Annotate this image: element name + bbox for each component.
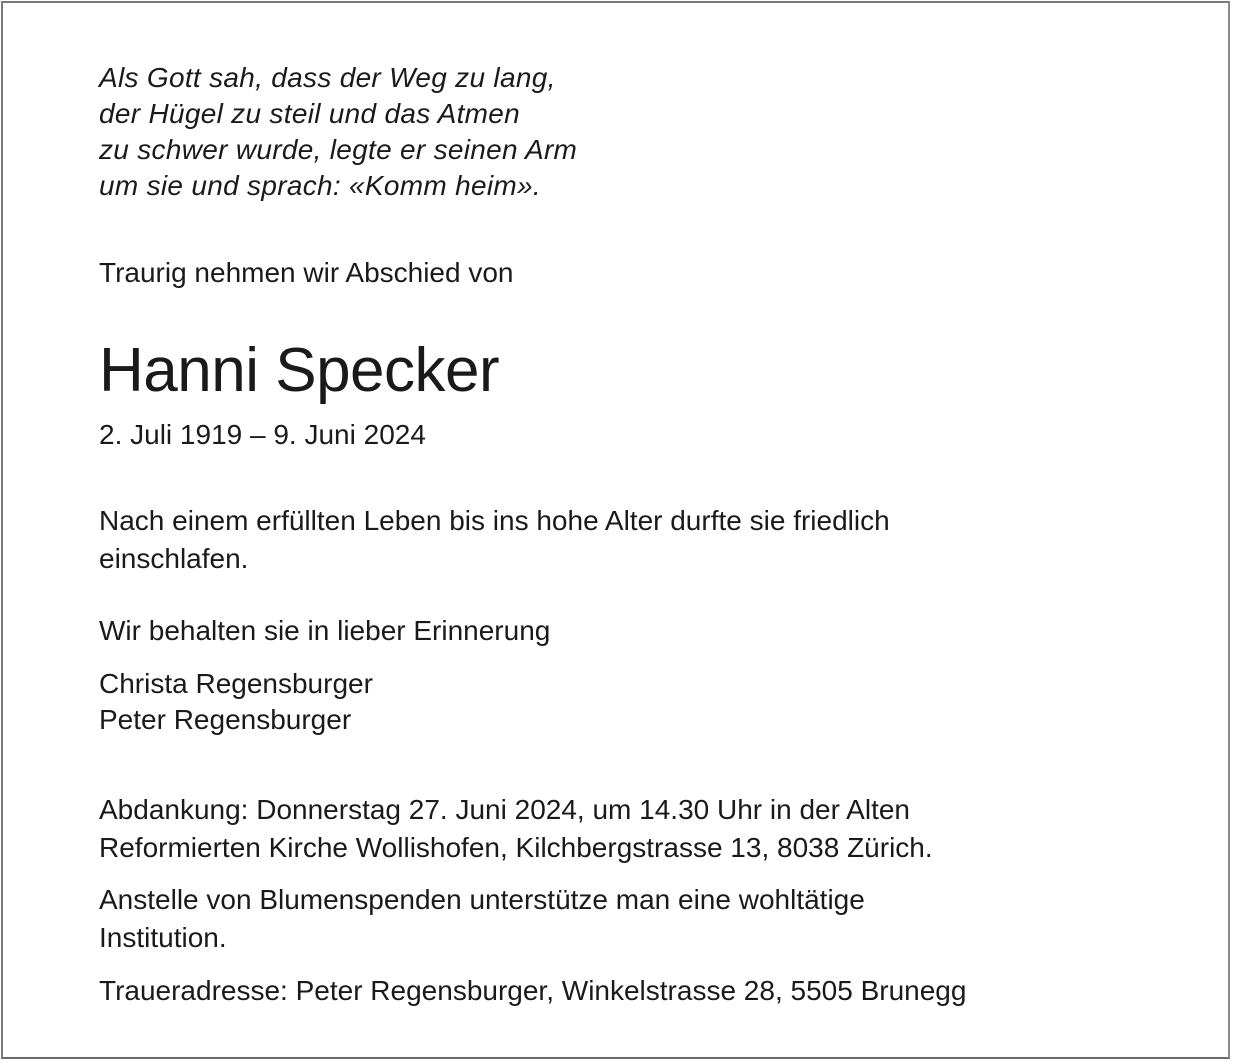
poem-line: der Hügel zu steil und das Atmen xyxy=(99,98,521,129)
poem xyxy=(99,60,577,204)
life-text-line: Nach einem erfüllten Leben bis ins hohe Alter durfte sie friedlich xyxy=(99,505,890,536)
intro-text: Traurig nehmen wir Abschied von xyxy=(99,257,514,288)
donation-line: Anstelle von Blumenspenden unterstütze man eine wohltätige xyxy=(99,884,865,915)
memory-text: Wir behalten sie in lieber Erinnerung xyxy=(99,615,551,646)
life-dates: 2. Juli 1919 – 9. Juni 2024 xyxy=(99,419,426,450)
deceased-name: Hanni Specker xyxy=(99,336,500,405)
life-text-line: einschlafen. xyxy=(99,543,249,574)
mourner-name: Christa Regensburger xyxy=(99,668,373,699)
mourning-address: Traueradresse: Peter Regensburger, Winkelstrasse 28, 5505 Brunegg xyxy=(99,975,967,1006)
obituary-frame xyxy=(1,1,1230,1059)
donation-note xyxy=(99,881,1139,957)
mourners-list xyxy=(99,666,1139,738)
donation-line: Institution. xyxy=(99,922,227,953)
service-line: Reformierten Kirche Wollishofen, Kilchbergstrasse 13, 8038 Zürich. xyxy=(99,832,933,863)
mourner-name: Peter Regensburger xyxy=(99,704,352,735)
service-info xyxy=(99,791,1139,867)
poem-line: Als Gott sah, dass der Weg zu lang, xyxy=(99,62,556,93)
poem-line: zu schwer wurde, legte er seinen Arm xyxy=(99,134,578,165)
service-line: Abdankung: Donnerstag 27. Juni 2024, um 14.30 Uhr in der Alten xyxy=(99,794,910,825)
poem-line: um sie und sprach: «Komm heim». xyxy=(99,170,541,201)
life-text xyxy=(99,502,1139,578)
